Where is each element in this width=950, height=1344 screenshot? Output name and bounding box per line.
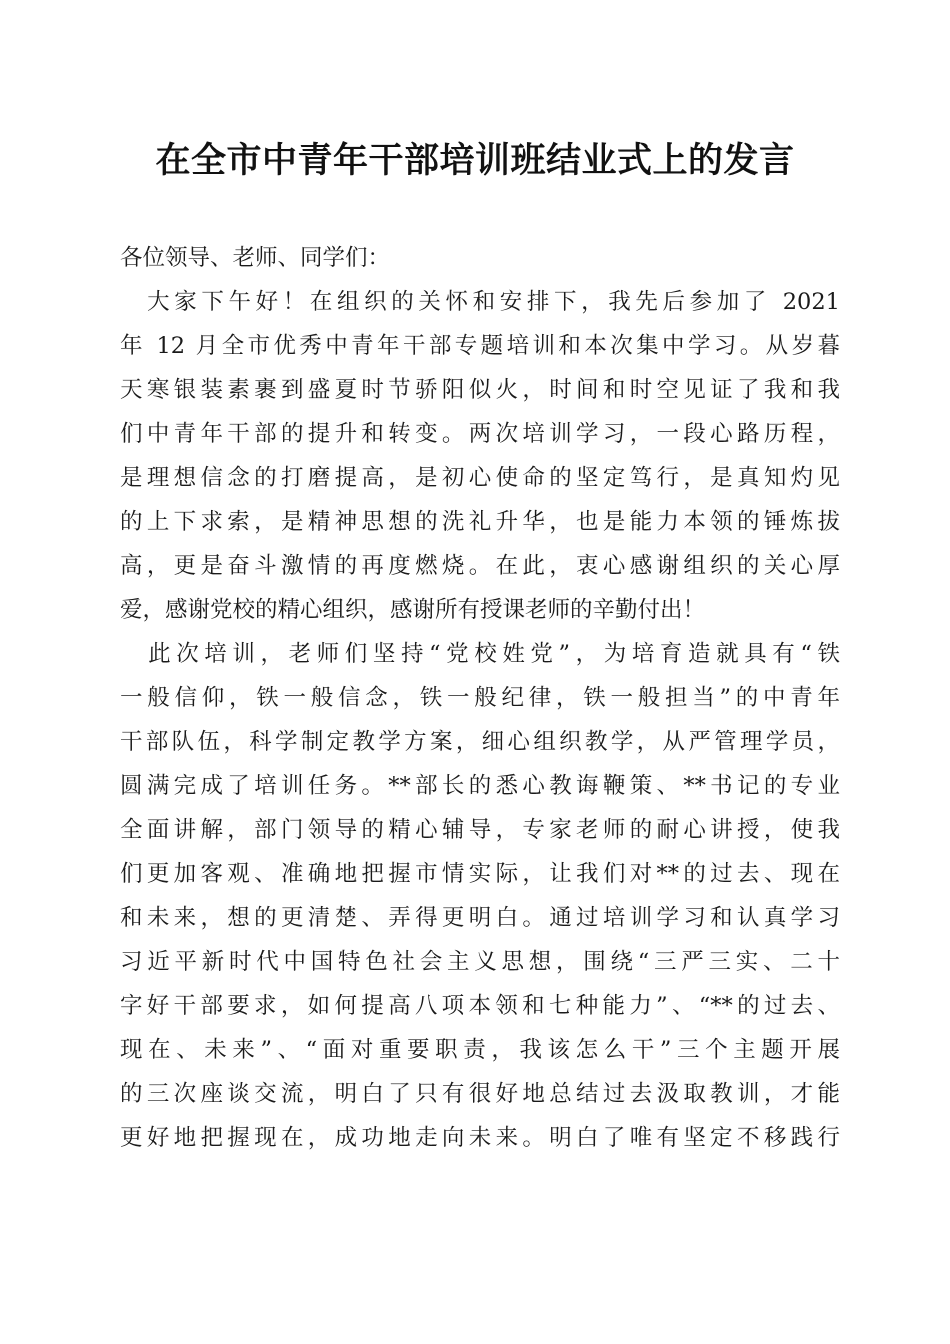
body-line: 是理想信念的打磨提高，是初心使命的坚定笃行，是真知灼见 — [120, 465, 840, 491]
body-line: 高，更是奋斗激情的再度燃烧。在此，衷心感谢组织的关心厚 — [120, 553, 840, 579]
body-line: 更好地把握现在，成功地走向未来。明白了唯有坚定不移践行 — [120, 1125, 840, 1151]
body-line: 此次培训，老师们坚持“党校姓党”，为培育造就具有“铁 — [120, 641, 840, 667]
body-line: 爱，感谢党校的精心组织，感谢所有授课老师的辛勤付出！ — [120, 597, 706, 623]
body-line: 天寒银装素裹到盛夏时节骄阳似火，时间和时空见证了我和我 — [120, 377, 840, 403]
body-line: 们中青年干部的提升和转变。两次培训学习，一段心路历程， — [120, 421, 840, 447]
body-line: 现在、未来”、“面对重要职责，我该怎么干”三个主题开展 — [120, 1037, 840, 1063]
body-line: 们更加客观、准确地把握市情实际，让我们对**的过去、现在 — [120, 861, 840, 887]
body-line: 的三次座谈交流，明白了只有很好地总结过去汲取教训，才能 — [120, 1081, 840, 1107]
document-title: 在全市中青年干部培训班结业式上的发言 — [155, 140, 795, 181]
body-line: 一般信仰，铁一般信念，铁一般纪律，铁一般担当”的中青年 — [120, 685, 840, 711]
body-line: 和未来，想的更清楚、弄得更明白。通过培训学习和认真学习 — [120, 905, 840, 931]
salutation-line: 各位领导、老师、同学们： — [120, 245, 391, 271]
body-line: 干部队伍，科学制定教学方案，细心组织教学，从严管理学员， — [120, 729, 840, 755]
body-line: 大家下午好！在组织的关怀和安排下，我先后参加了 2021 — [120, 289, 840, 315]
body-line: 字好干部要求，如何提高八项本领和七种能力”、“**的过去、 — [120, 993, 840, 1019]
body-line: 年 12 月全市优秀中青年干部专题培训和本次集中学习。从岁暮 — [120, 333, 840, 359]
body-line: 的上下求索，是精神思想的洗礼升华，也是能力本领的锤炼拔 — [120, 509, 840, 535]
body-line: 习近平新时代中国特色社会主义思想，围绕“三严三实、二十 — [120, 949, 840, 975]
body-line: 全面讲解，部门领导的精心辅导，专家老师的耐心讲授，使我 — [120, 817, 840, 843]
body-line: 圆满完成了培训任务。**部长的悉心教诲鞭策、**书记的专业 — [120, 773, 840, 799]
